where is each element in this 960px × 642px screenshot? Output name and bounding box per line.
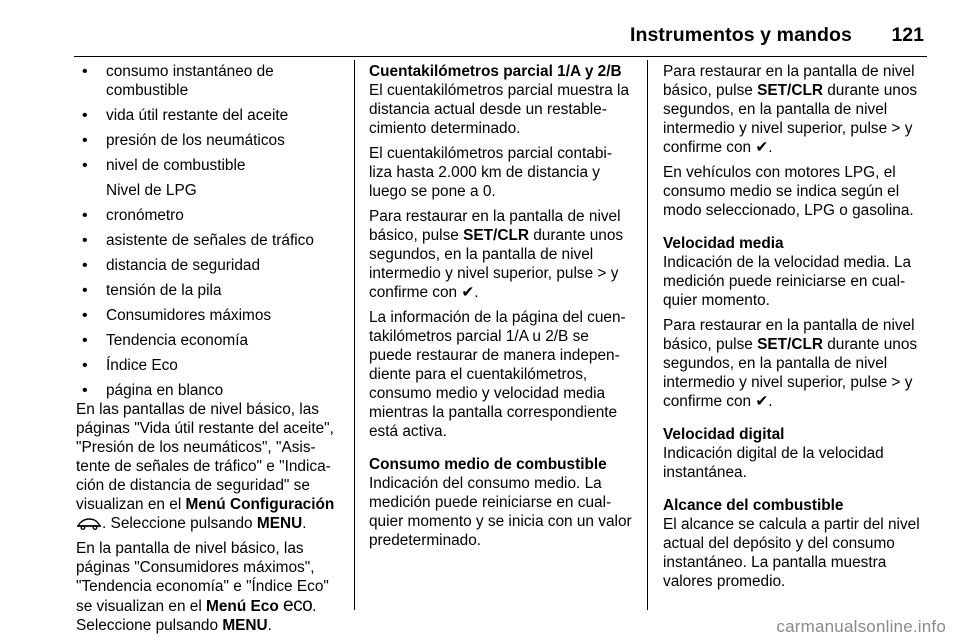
page-title: Instrumentos y mandos bbox=[629, 24, 852, 46]
button-name: SET/CLR bbox=[757, 336, 823, 353]
list-item: • vida útil restante del aceite bbox=[76, 106, 346, 125]
paragraph: En vehículos con motores LPG, el consumo medio se indica según el modo seleccionado, LPG o gasolina. bbox=[663, 164, 914, 219]
section-heading: Consumo medio de combustible bbox=[369, 456, 607, 473]
car-icon bbox=[76, 518, 102, 530]
paragraph bbox=[76, 400, 346, 533]
list-item: • presión de los neumáticos bbox=[76, 131, 346, 150]
text: Para restaurar en la pantalla de nivel básico, pulse bbox=[663, 317, 915, 353]
menu-name: Menú Configuración bbox=[185, 496, 335, 513]
list-item: • Tendencia economía bbox=[76, 331, 346, 350]
list-item: • consumo instantáneo de combustible bbox=[76, 62, 346, 100]
list-item: • nivel de combustible bbox=[76, 156, 346, 175]
column-3 bbox=[663, 62, 929, 597]
eco-icon: eco bbox=[283, 595, 313, 616]
button-name: MENU bbox=[222, 617, 268, 634]
list-item: • Consumidores máximos bbox=[76, 306, 346, 325]
watermark: carmanualsonline.info bbox=[776, 617, 946, 636]
text: . bbox=[474, 284, 479, 301]
section-heading: Alcance del combustible bbox=[663, 497, 844, 514]
text: y confirme con bbox=[369, 265, 619, 301]
list-subitem: Nivel de LPG bbox=[106, 182, 197, 199]
text: . bbox=[768, 393, 773, 410]
text: . bbox=[267, 617, 272, 634]
list-item: • Índice Eco bbox=[76, 356, 346, 375]
column-1 bbox=[76, 62, 346, 641]
paragraph bbox=[663, 316, 929, 411]
text: . Seleccione pulsando bbox=[76, 598, 317, 634]
check-icon: ✔ bbox=[461, 284, 475, 301]
list-item: • asistente de señales de tráfico bbox=[76, 231, 346, 250]
text: durante unos segundos, en la pantalla de nivel intermedio y nivel superior, pulse bbox=[663, 336, 918, 391]
paragraph: Indicación de la velocidad media. La medición puede reiniciarse en cual-quier momento. bbox=[663, 254, 912, 309]
column-2 bbox=[369, 62, 635, 556]
check-icon: ✔ bbox=[755, 139, 769, 156]
header-divider bbox=[74, 56, 927, 57]
text: En las pantallas de nivel básico, las páginas "Vida útil restante del aceite", "Presión de los neumáticos", "Asis-tente de señales de tráfico" e "Indica-ción de distancia de seguridad" se visualizan en el bbox=[76, 401, 334, 513]
text: . bbox=[768, 139, 773, 156]
bullet-list bbox=[76, 62, 346, 175]
paragraph: La información de la página del cuen-takilómetros parcial 1/A u 2/B se puede restaurar de manera indepen-diente para el cuentakilómetros, consumo medio y velocidad media mientras la pantalla correspondiente está activa. bbox=[369, 309, 626, 440]
paragraph: Indicación digital de la velocidad instantánea. bbox=[663, 445, 884, 481]
paragraph: El cuentakilómetros parcial contabi-liza hasta 2.000 km de distancia y luego se pone a 0. bbox=[369, 145, 612, 200]
paragraph bbox=[369, 207, 635, 302]
column-divider bbox=[647, 60, 648, 610]
page-number: 121 bbox=[891, 24, 924, 46]
section-heading: Cuentakilómetros parcial 1/A y 2/B bbox=[369, 63, 622, 80]
text: y confirme con bbox=[663, 120, 913, 156]
section-heading: Velocidad digital bbox=[663, 426, 785, 443]
button-name: SET/CLR bbox=[463, 227, 529, 244]
text: durante unos segundos, en la pantalla de nivel intermedio y nivel superior, pulse bbox=[663, 82, 918, 137]
list-item: • tensión de la pila bbox=[76, 281, 346, 300]
button-name: SET/CLR bbox=[757, 82, 823, 99]
paragraph: Indicación del consumo medio. La medición puede reiniciarse en cual-quier momento y se inicia con un valor predeterminado. bbox=[369, 475, 632, 549]
chevron-right-icon: > bbox=[891, 374, 901, 391]
text: y confirme con bbox=[663, 374, 913, 410]
menu-name: Menú Eco bbox=[206, 598, 279, 615]
button-name: MENU bbox=[256, 515, 303, 532]
check-icon: ✔ bbox=[755, 393, 769, 410]
text: . bbox=[302, 515, 307, 532]
text: Para restaurar en la pantalla de nivel básico, pulse bbox=[663, 63, 915, 99]
bullet-list bbox=[76, 206, 346, 400]
text: En la pantalla de nivel básico, las páginas "Consumidores máximos", "Tendencia economía" e "Índice Eco" se visualizan en el bbox=[76, 540, 329, 615]
paragraph: El cuentakilómetros parcial muestra la distancia actual desde un restable-cimiento determinado. bbox=[369, 82, 630, 137]
page-header bbox=[0, 0, 960, 52]
chevron-right-icon: > bbox=[597, 265, 607, 282]
paragraph bbox=[663, 62, 929, 157]
list-item: • distancia de seguridad bbox=[76, 256, 346, 275]
paragraph bbox=[76, 539, 346, 635]
column-divider bbox=[354, 60, 355, 610]
paragraph: El alcance se calcula a partir del nivel actual del depósito y del consumo instantáneo. La pantalla muestra valores promedio. bbox=[663, 516, 920, 590]
chevron-right-icon: > bbox=[891, 120, 901, 137]
text: . Seleccione pulsando bbox=[102, 515, 257, 532]
text: Para restaurar en la pantalla de nivel básico, pulse bbox=[369, 208, 621, 244]
list-item: • cronómetro bbox=[76, 206, 346, 225]
section-heading: Velocidad media bbox=[663, 235, 784, 252]
list-item: • página en blanco bbox=[76, 381, 346, 400]
text: durante unos segundos, en la pantalla de nivel intermedio y nivel superior, pulse bbox=[369, 227, 624, 282]
